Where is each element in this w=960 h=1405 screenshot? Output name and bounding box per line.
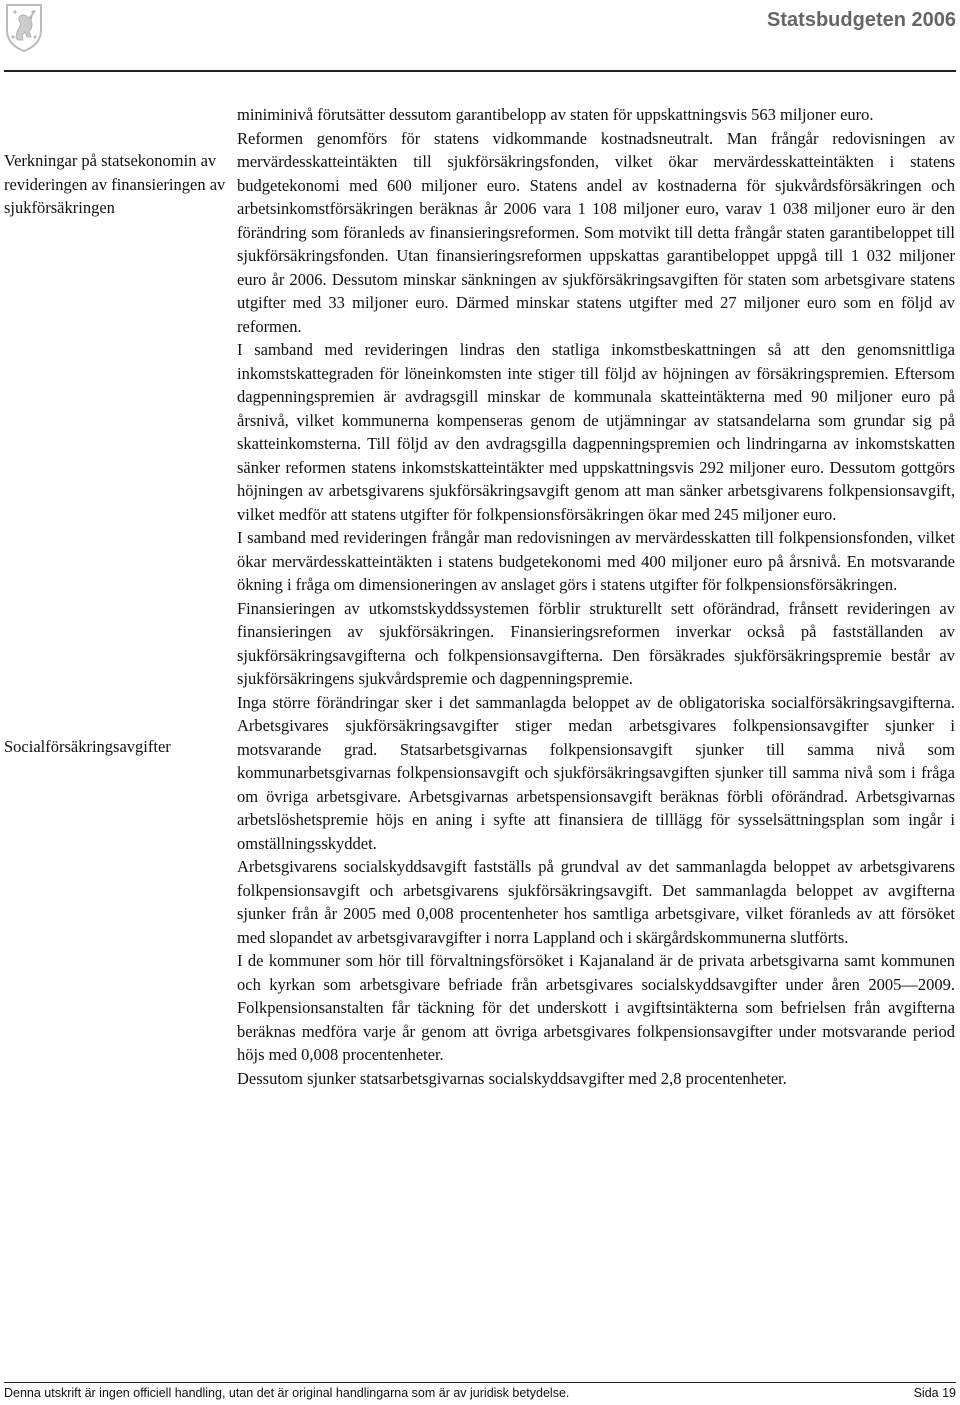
- coat-of-arms-icon: [4, 2, 44, 52]
- paragraph: Dessutom sjunker statsarbetsgivarnas socialskyddsavgifter med 2,8 procentenheter.: [237, 1068, 787, 1088]
- page-number: Sida 19: [913, 1386, 956, 1400]
- paragraph: Finansieringen av utkomstskyddssystemen förblir strukturellt sett oförändrad, frånsett revideringen av finansieringen av sjukförsäkringen. Finansieringsreformen inverkar också på fastställanden av sjukförsäkringsavgifterna och folkpensionsavgifterna. Den försäkrades sjukförsäkringspremie består av sjukförsäkringens sjukvårdspremie och dagpenningspremie.: [237, 598, 955, 688]
- page-header: [0, 0, 960, 70]
- footer-divider: [4, 1382, 956, 1383]
- header-divider: [4, 70, 956, 72]
- margin-heading-statsekonomi: Verkningar på statsekonomin av revideringen av finansieringen av sjukförsäkringen: [4, 151, 226, 217]
- margin-heading-socialforsakringsavgifter: Socialförsäkringsavgifter: [4, 737, 171, 756]
- document-title: Statsbudgeten 2006: [767, 9, 956, 31]
- paragraph: Arbetsgivarens socialskyddsavgift fastställs på grundval av det sammanlagda beloppet av arbetsgivarens folkpensionsavgift och arbetsgivarens sjukförsäkringsavgift. Det sammanlagda beloppet av avgifterna sjunker från år 2005 med 0,008 procentenheter hos samtliga arbetsgivare, vilket föranleds av att försöket med slopandet av arbetsgivaravgifter i norra Lappland och i skärgårdskommunerna slutförts.: [237, 857, 955, 947]
- paragraph: I samband med revideringen frångår man redovisningen av mervärdesskatten till folkpensionsfonden, vilket ökar mervärdesskatteintäkten i statens budgetekonomi med 400 miljoner euro på årsnivå. En motsvarande ökning i fråga om dimensioneringen av anslaget görs i statens utgifter för folkpensionsförsäkringen.: [237, 528, 955, 594]
- paragraph: miniminivå förutsätter dessutom garantibelopp av staten för uppskattningsvis 563 miljoner euro.: [237, 105, 874, 124]
- paragraph: Inga större förändringar sker i det sammanlagda beloppet av de obligatoriska socialförsäkringsavgifterna. Arbetsgivares sjukförsäkringsavgifter stiger medan arbetsgivares folkpensionsavgifter sjunker i motsvarande grad. Statsarbetsgivarnas folkpensionsavgift sjunker till samma nivå som kommunarbetsgivarnas folkpensionsavgift och sjukförsäkringsavgiften sjunker till samma nivå som i fråga om övriga arbetsgivare. Arbetsgivarnas arbetspensionsavgift beräknas förbli oförändrad. Arbetsgivarnas arbetslöshetspremie höjs en aning i syfte att finansiera de tilllägg för sysselsättningsplan som ingår i omställningsskyddet.: [237, 692, 955, 853]
- paragraph: Reformen genomförs för statens vidkommande kostnadsneutralt. Man frångår redovisningen av mervärdesskatteintäkten till sjukförsäkringsfonden, vilket ökar mervärdesskatteintäkten i statens budgetekonomi med 600 miljoner euro. Statens andel av kostnaderna för sjukvårdsförsäkringen och arbetsinkomstförsäkringen beräknas år 2006 vara 1 108 miljoner euro, varav 1 038 miljoner euro är den förändring som föranleds av finansieringsreformen. Som motvikt till detta frångår staten garantibeloppet till sjukförsäkringsfonden. Utan finansieringsreformen uppskattas garantibeloppet uppgå till 1 032 miljoner euro år 2006. Dessutom minskar sänkningen av sjukförsäkringsavgiften för staten som arbetsgivare statens utgifter med 33 miljoner euro. Därmed minskar statens utgifter med 27 miljoner euro som en följd av reformen.: [237, 128, 955, 336]
- paragraph: I de kommuner som hör till förvaltningsförsöket i Kajanaland är de privata arbetsgivarna samt kommunen och kyrkan som arbetsgivare befriade från arbetsgivares socialskyddsavgifter under åren 2005—2009. Folkpensionsanstalten får täckning för det underskott i avgiftsintäkterna som befrielsen från avgifterna beräknas medföra varje år genom att övriga arbetsgivares folkpensionsavgifter under motsvarande period höjs med 0,008 procentenheter.: [237, 951, 955, 1064]
- body-text: [237, 103, 955, 1090]
- paragraph: I samband med revideringen lindras den statliga inkomstbeskattningen så att den genomsnittliga inkomstskattegraden för löneinkomsten inte stiger till följd av höjningen av försäkringspremien. Eftersom dagpenningspremien är avdragsgill minskar de kommunala skatteintäkterna med 90 miljoner euro på årsnivå, vilket kommunerna kompenseras genom de utjämningar av statsandelarna som grundar sig på skatteinkomsterna. Till följd av den avdragsgilla dagpenningspremien och lindringarna av inkomstskatten sänker reformen statens inkomstskatteintäkter med uppskattningsvis 292 miljoner euro. Dessutom gottgörs höjningen av arbetsgivarens sjukförsäkringsavgift genom att man sänker arbetsgivarens folkpensionsavgift, vilket medför att statens utgifter för folkpensionsförsäkringen ökar med 245 miljoner euro.: [237, 340, 955, 524]
- footer-disclaimer: Denna utskrift är ingen officiell handling, utan det är original handlingarna som är av juridisk betydelse.: [4, 1386, 570, 1400]
